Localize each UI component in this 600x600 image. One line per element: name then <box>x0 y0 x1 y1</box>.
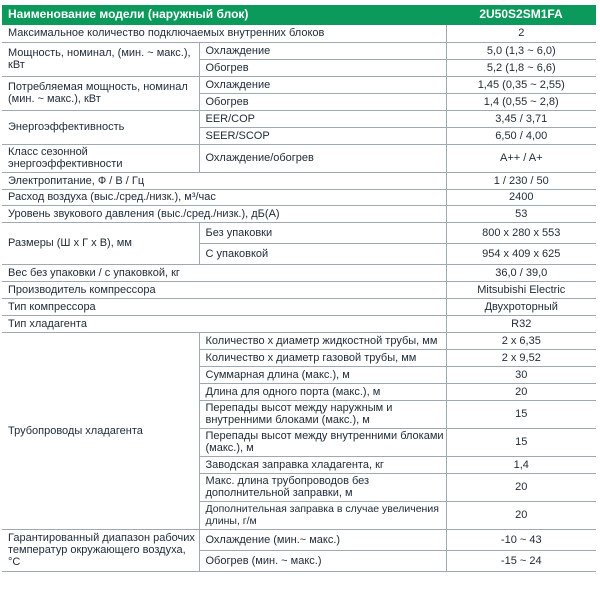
dimensions-net-label: Без упаковки <box>199 222 446 243</box>
table-row <box>2 264 596 281</box>
piping-item-label: Дополнительная заправка в случае увеличения длины, г/м <box>199 501 446 529</box>
model-name-label: Наименование модели (наружный блок) <box>2 5 446 24</box>
table-header-row <box>2 5 596 24</box>
piping-item-label: Количество х диаметр газовой трубы, мм <box>199 349 446 366</box>
season-class-sub-label: Охлаждение/обогрев <box>199 144 446 172</box>
temp-range-cool-value: -10 ~ 43 <box>446 529 596 550</box>
table-row <box>2 298 596 315</box>
table-row <box>2 529 596 550</box>
table-row <box>2 315 596 332</box>
seer-label: SEER/SCOP <box>199 127 446 144</box>
piping-item-label: Перепады высот между наружным и внутренними блоками (макс.), м <box>199 400 446 428</box>
capacity-label: Мощность, номинал, (мин. ~ макс.), кВт <box>2 42 199 76</box>
piping-item-label: Суммарная длина (макс.), м <box>199 366 446 383</box>
compressor-type-value: Двухроторный <box>446 298 596 315</box>
seer-value: 6,50 / 4,00 <box>446 127 596 144</box>
piping-item-value: 30 <box>446 366 596 383</box>
temp-range-cool-label: Охлаждение (мин.~ макс.) <box>199 529 446 550</box>
piping-item-label: Длина для одного порта (макс.), м <box>199 383 446 400</box>
table-row <box>2 222 596 243</box>
table-row <box>2 205 596 222</box>
piping-item-label: Перепады высот между внутренними блоками (макс.), м <box>199 428 446 456</box>
table-row <box>2 281 596 298</box>
temp-range-heat-label: Обогрев (мин. ~ макс.) <box>199 550 446 571</box>
model-name-value: 2U50S2SM1FA <box>446 5 596 24</box>
power-input-heat-value: 1,4 (0,55 ~ 2,8) <box>446 93 596 110</box>
piping-item-label: Количество х диаметр жидкостной трубы, мм <box>199 332 446 349</box>
table-row <box>2 76 596 93</box>
table-row <box>2 24 596 42</box>
dimensions-gross-value: 954 х 409 х 625 <box>446 243 596 264</box>
noise-label: Уровень звукового давления (выс./сред./низк.), дБ(А) <box>2 205 446 222</box>
capacity-cool-value: 5,0 (1,3 ~ 6,0) <box>446 42 596 59</box>
piping-item-value: 20 <box>446 473 596 501</box>
piping-item-value: 20 <box>446 383 596 400</box>
compressor-type-label: Тип компрессора <box>2 298 446 315</box>
power-supply-label: Электропитание, Ф / В / Гц <box>2 172 446 189</box>
table-row <box>2 172 596 189</box>
compressor-maker-value: Mitsubishi Electric <box>446 281 596 298</box>
max-units-value: 2 <box>446 24 596 42</box>
table-row <box>2 332 596 349</box>
airflow-value: 2400 <box>446 189 596 205</box>
noise-value: 53 <box>446 205 596 222</box>
piping-item-value: 2 x 9,52 <box>446 349 596 366</box>
table-row <box>2 110 596 127</box>
piping-item-label: Заводская заправка хладагента, кг <box>199 456 446 473</box>
compressor-maker-label: Производитель компрессора <box>2 281 446 298</box>
piping-item-label: Макс. длина трубопроводов без дополнительной заправки, м <box>199 473 446 501</box>
dimensions-gross-label: С упаковкой <box>199 243 446 264</box>
temp-range-heat-value: -15 ~ 24 <box>446 550 596 571</box>
season-class-value: A++ / A+ <box>446 144 596 172</box>
max-units-label: Максимальное количество подключаемых внутренних блоков <box>2 24 446 42</box>
power-input-label: Потребляемая мощность, номинал (мин. ~ макс.), кВт <box>2 76 199 110</box>
power-supply-value: 1 / 230 / 50 <box>446 172 596 189</box>
piping-item-value: 15 <box>446 428 596 456</box>
power-input-cool-value: 1,45 (0,35 ~ 2,55) <box>446 76 596 93</box>
piping-item-value: 15 <box>446 400 596 428</box>
temp-range-label: Гарантированный диапазон рабочих температур окружающего воздуха, °С <box>2 529 199 571</box>
refrigerant-value: R32 <box>446 315 596 332</box>
capacity-heat-label: Обогрев <box>199 59 446 76</box>
dimensions-net-value: 800 х 280 х 553 <box>446 222 596 243</box>
capacity-heat-value: 5,2 (1,8 ~ 6,6) <box>446 59 596 76</box>
weight-value: 36,0 / 39,0 <box>446 264 596 281</box>
power-input-cool-label: Охлаждение <box>199 76 446 93</box>
power-input-heat-label: Обогрев <box>199 93 446 110</box>
airflow-label: Расход воздуха (выс./сред./низк.), м³/час <box>2 189 446 205</box>
weight-label: Вес без упаковки / с упаковкой, кг <box>2 264 446 281</box>
capacity-cool-label: Охлаждение <box>199 42 446 59</box>
piping-item-value: 20 <box>446 501 596 529</box>
eer-value: 3,45 / 3,71 <box>446 110 596 127</box>
piping-label: Трубопроводы хладагента <box>2 332 199 529</box>
piping-item-value: 2 x 6,35 <box>446 332 596 349</box>
piping-item-value: 1,4 <box>446 456 596 473</box>
table-row <box>2 144 596 172</box>
eer-label: EER/COP <box>199 110 446 127</box>
dimensions-label: Размеры (Ш х Г х В), мм <box>2 222 199 264</box>
season-class-label: Класс сезонной энергоэффективности <box>2 144 199 172</box>
refrigerant-label: Тип хладагента <box>2 315 446 332</box>
table-row <box>2 42 596 59</box>
table-row <box>2 189 596 205</box>
efficiency-label: Энергоэффективность <box>2 110 199 144</box>
spec-table <box>2 5 596 572</box>
